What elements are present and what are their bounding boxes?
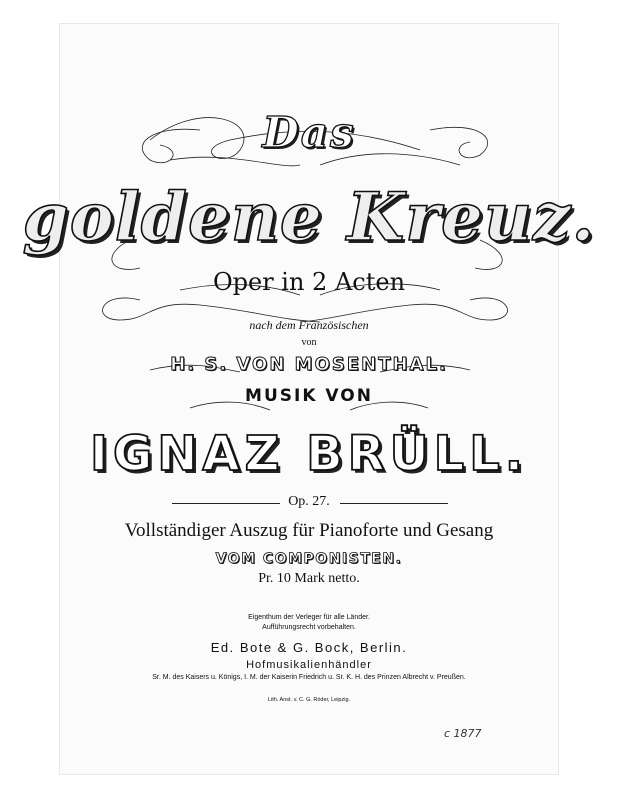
librettist-name: H. S. VON MOSENTHAL. xyxy=(170,354,448,375)
title-line-1: Das xyxy=(262,108,356,157)
title-line-2: goldene Kreuz. xyxy=(22,178,596,256)
music-credit: MUSIK VON xyxy=(245,386,373,406)
patrons: Sr. M. des Kaisers u. Königs, I. M. der Kaiserin Friedrich u. Sr. K. H. des Prinzen Albrecht v. Preußen. xyxy=(152,674,466,681)
rights-line-1: Eigenthum der Verleger für alle Länder. xyxy=(248,614,370,621)
arrangement-description: Vollständiger Auszug für Pianoforte und Gesang xyxy=(124,520,494,541)
handwritten-date: c 1877 xyxy=(444,727,482,740)
opus-number: Op. 27. xyxy=(288,494,330,509)
composer-name: IGNAZ BRÜLL. xyxy=(89,426,529,482)
rights-line-2: Aufführungsrecht vorbehalten. xyxy=(262,624,356,631)
lithographer-credit: Lith. Anst. v. C. G. Röder, Leipzig. xyxy=(267,697,351,703)
arranger-credit: VOM COMPONISTEN. xyxy=(215,551,403,567)
price: Pr. 10 Mark netto. xyxy=(258,571,360,586)
publisher: Ed. Bote & G. Bock, Berlin. xyxy=(210,640,408,655)
court-title: Hofmusikalienhändler xyxy=(246,659,372,671)
libretto-by: von xyxy=(301,337,317,348)
libretto-source: nach dem Französischen xyxy=(249,318,369,332)
subtitle: Oper in 2 Acten xyxy=(212,268,406,296)
